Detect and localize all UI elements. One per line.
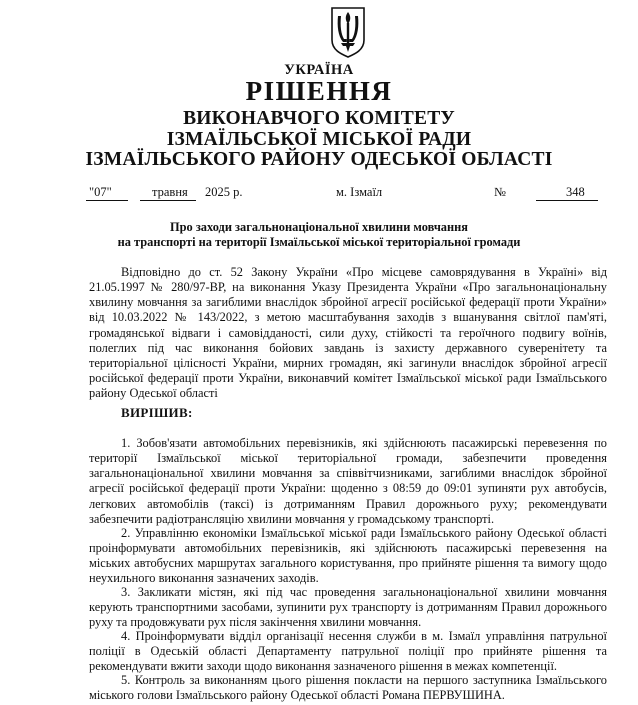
decision-year: 2025 р. (205, 185, 243, 199)
coat-of-arms-trident-icon (329, 6, 367, 58)
day-underline (86, 200, 128, 201)
subject-line-1: Про заходи загальнонаціональної хвилини мовчання (170, 220, 468, 234)
decision-city: м. Ізмаїл (336, 185, 383, 199)
resolve-heading: ВИРІШИВ: (121, 405, 193, 420)
country-name: УКРАЇНА (284, 62, 354, 78)
decision-day: "07" (89, 185, 112, 199)
decision-month: травня (152, 185, 188, 199)
number-label: № (494, 185, 506, 199)
decision-item-4: 4. Проінформувати відділ організації несення служби в м. Ізмаїл управління патрульної поліції в Одеській області Департаменту патрульної поліції про прийняте рішення та рекомендувати вжити заходи щодо виконання зазначеного рішення в межах компетенції. (89, 629, 607, 674)
decision-number: 348 (566, 185, 585, 199)
month-underline (140, 200, 196, 201)
number-underline (536, 200, 598, 201)
decision-item-3: 3. Закликати містян, які під час проведення загальнонаціональної хвилини мовчання керують транспортними засобами, зупинити рух транспорту із дотриманням Правил дорожнього руху та продовжувати рух після закінчення хвилини мовчання. (89, 585, 607, 630)
authority-line-2: ІЗМАЇЛЬСЬКОЇ МІСЬКОЇ РАДИ (166, 129, 472, 150)
decision-item-5: 5. Контроль за виконанням цього рішення покласти на першого заступника Ізмаїльського міського голови Ізмаїльського району Одеської області Романа ПЕРВУШИНА. (89, 673, 607, 703)
decision-item-1: 1. Зобов'язати автомобільних перевізників, які здійснюють пасажирські перевезення по території Ізмаїльської міської територіальної громади, забезпечити проведення загальнонаціональної хвилини мовчання за співвітчизниками, загиблими внаслідок збройної агресії російської федерації проти України: щоденно з 08:59 до 09:01 зупиняти рух автобусів, легкових автомобілів (таксі) із дотриманням Правил дорожнього руху; рекомендувати забезпечити радіотрансляцію хвилини мовчання у громадському транспорті. (89, 436, 607, 526)
document-title: РІШЕННЯ (245, 76, 393, 106)
preamble-paragraph: Відповідно до ст. 52 Закону України «Про місцеве самоврядування в Україні» від 21.05.1997 № 280/97-ВР, на виконання Указу Президента України «Про загальнонаціональну хвилину мовчання за загиблими внаслідок збройної агресії російської федерації проти України» від 10.03.2022 № 143/2022, з метою масштабування заходів з вшанування світлої пам'яті, громадянської відваги і самовідданості, сили духу, стійкості та героїчного подвигу воїнів, полеглих під час виконання бойових завдань із захисту державного суверенітету та територіальної цілісності України, мирних громадян, які загинули внаслідок збройної агресії російської федерації проти України, виконавчий комітет Ізмаїльської міської ради Ізмаїльського району Одеської області (89, 265, 607, 401)
subject-line-2: на транспорті на території Ізмаїльської міської територіальної громади (117, 235, 521, 250)
authority-line-1: ВИКОНАВЧОГО КОМІТЕТУ (183, 108, 455, 129)
decision-subject (60, 220, 578, 250)
authority-line-3: ІЗМАЇЛЬСЬКОГО РАЙОНУ ОДЕСЬКОЇ ОБЛАСТІ (85, 149, 553, 170)
decision-item-2: 2. Управлінню економіки Ізмаїльської міської ради Ізмаїльського району Одеської області проінформувати автомобільних перевізників, які здійснюють пасажирські перевезення на міських автобусних маршрутах загального користування, про прийняте рішення та вимогу щодо неухильного виконання зазначених заходів. (89, 526, 607, 586)
